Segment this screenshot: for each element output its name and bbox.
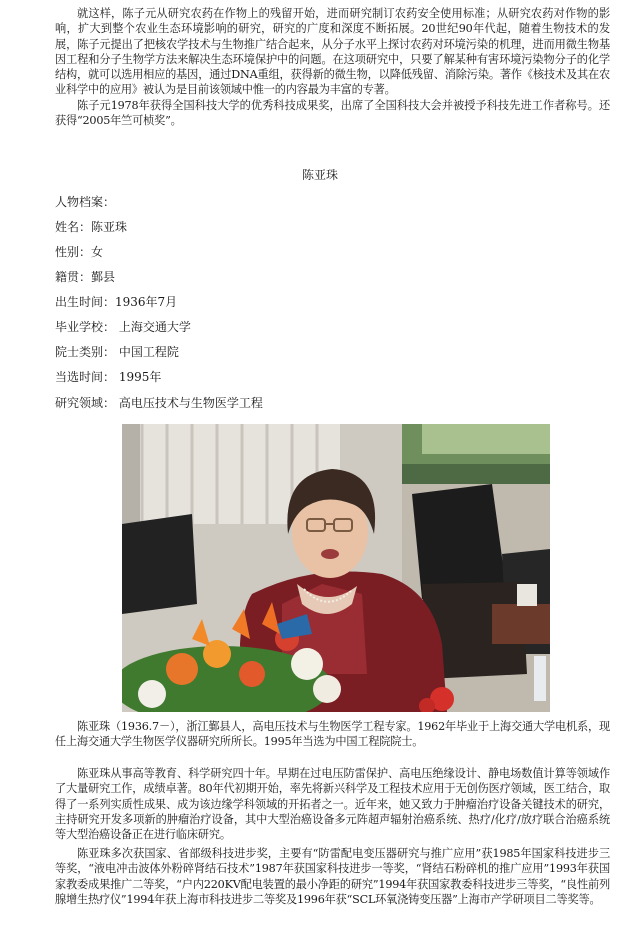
profile-header: 人物档案： xyxy=(55,195,116,209)
portrait-photo xyxy=(122,424,550,712)
bio-paragraph-2: 陈亚珠从事高等教育、科学研究四十年。早期在过电压防雷保护、高电压绝缘设计、静电场数值计算等领域作了大量研究工作，成绩卓著。80年代初期开始，率先将新兴科学及工程技术应用于无创伤医疗领域，医工结合，取得了一系列实质性成果、成为该边缘学科领域的开拓者之一。近年来，她又致力于肿瘤治疗设备关键技术的研究，主持研究开发多项新的肿瘤治疗设备，其中大型治癌设备多元阵超声辐射治癌系统、热疗/化疗/放疗联合治癌系统等大型治癌设备正在进行临床研究。 xyxy=(55,767,610,842)
intro-paragraph-1: 就这样，陈子元从研究农药在作物上的残留开始，进而研究制订农药安全使用标准；从研究农药对作物的影响，扩大到整个农业生态环境影响的研究，研究的广度和深度不断拓展。20世纪90年代起，随着生物技术的发展，陈子元提出了把核农学技术与生物推广结合起来，从分子水平上探讨农药对环境污染的机理，进而用微生物基因工程和分子生物学方法来解决生态环境保护中的问题。在这项研究中，只要了解某种有害环境污染物分子的化学结构，就可以选用相应的基因，通过DNA重组，获得新的微生物，以降低残留、消除污染。著作《核技术及其在农业科学中的应用》被认为是目前该领域中惟一的内容最为丰富的专著。 xyxy=(55,7,610,97)
profile-name: 姓名：陈亚珠 xyxy=(55,220,128,234)
profile-academy: 院士类别： 中国工程院 xyxy=(55,345,179,359)
profile-hometown: 籍贯：鄞县 xyxy=(55,270,116,284)
intro-paragraph-2: 陈子元1978年获得全国科技大学的优秀科技成果奖，出席了全国科技大会并被授予科技先进工作者称号。还获得“2005年竺可桢奖”。 xyxy=(55,99,610,128)
section-title: 陈亚珠 xyxy=(301,168,338,182)
bio-paragraph-3: 陈亚珠多次获国家、省部级科技进步奖，主要有“防雷配电变压器研究与推广应用”获1985年国家科技进步三等奖，“液电冲击波体外粉碎肾结石技术”1987年获国家科技进步一等奖，“肾结石粉碎机的推广应用”1993年获国家教委成果推广二等奖，“户内220KV配电装置的最小净距的研究”1994年获国家教委科技进步三等奖，“良性前列腺增生热疗仪”1994年获上海市科技进步二等奖及1996年获“SCL环氧浇铸变压器”上海市产学研项目二等奖等。 xyxy=(55,847,610,906)
profile-field: 研究领域： 高电压技术与生物医学工程 xyxy=(55,396,263,410)
bio-paragraph-1: 陈亚珠（1936.7－），浙江鄞县人，高电压技术与生物医学工程专家。1962年毕业于上海交通大学电机系，现任上海交通大学生物医学仪器研究所所长。1995年当选为中国工程院院士。 xyxy=(55,720,610,749)
profile-birth: 出生时间：1936年7月 xyxy=(55,295,178,309)
profile-school: 毕业学校： 上海交通大学 xyxy=(55,320,191,334)
profile-elected: 当选时间： 1995年 xyxy=(55,370,162,384)
profile-gender: 性别：女 xyxy=(55,245,104,259)
